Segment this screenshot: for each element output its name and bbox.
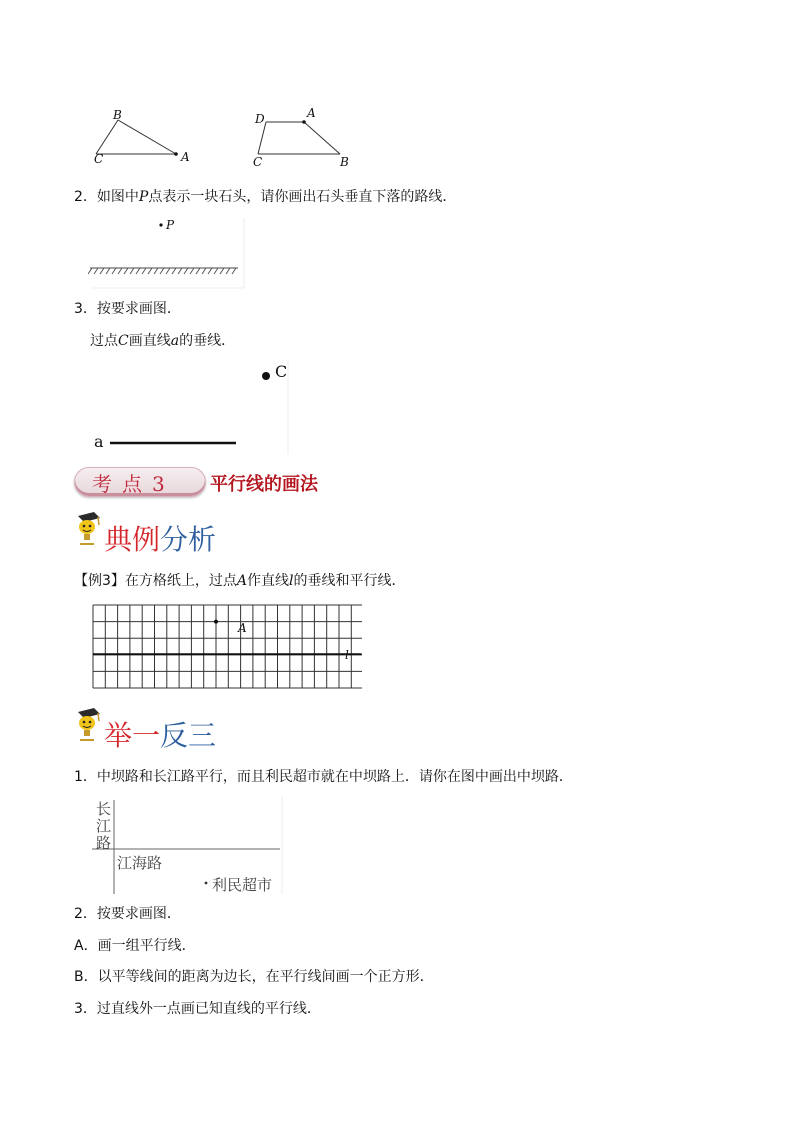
grid-figure [92, 604, 362, 690]
map-label-jianghai: 江海路 [117, 854, 163, 872]
question-3-sub-suffix: 的垂线． [179, 333, 236, 349]
heading-practice [104, 714, 216, 754]
mascot-icon [72, 706, 102, 746]
example-3-prefix: 【例3】在方格纸上，过点 [74, 573, 237, 589]
triangle-label-b: B [113, 108, 122, 122]
practice-2a: A．画一组平行线． [74, 938, 196, 954]
example-3-var-a: A [236, 573, 248, 589]
perpendicular-figure [88, 360, 293, 455]
point-a [214, 620, 218, 624]
example-3-var-l: l [289, 573, 294, 589]
section-title: 平行线的画法 [210, 474, 318, 495]
practice-1: 1．中坝路和长江路平行，而且利民超市就在中坝路上．请你在图中画出中坝路． [74, 769, 573, 785]
practice-2: 2．按要求画图． [74, 906, 181, 922]
map-label-changjiang-3: 路 [96, 834, 112, 852]
trapezoid-label-c: C [253, 155, 263, 169]
heading-example-analysis-part2: 分析 [160, 523, 217, 556]
section-pill-text: 考点3 [92, 472, 175, 496]
perpendicular-label-c: C [275, 362, 288, 381]
mascot-icon [72, 510, 102, 550]
perpendicular-label-a: a [94, 432, 104, 451]
question-3-sub-middle: 画直线 [128, 333, 171, 349]
question-2-suffix: 点表示一块石头，请你画出石头垂直下落的路线． [148, 189, 457, 205]
question-3: 3．按要求画图． [74, 301, 181, 317]
grid-label-l: l [345, 648, 349, 662]
example-3 [74, 572, 406, 590]
question-3-sub-prefix: 过点 [90, 333, 118, 349]
triangle-label-a: A [181, 150, 190, 164]
heading-practice-part2: 反三 [160, 719, 217, 752]
question-3-sub-var-a: a [170, 333, 180, 349]
trapezoid-label-d: D [255, 112, 265, 126]
practice-2b: B．以平等线间的距离为边长，在平行线间画一个正方形． [74, 969, 434, 985]
trapezoid-label-a: A [307, 106, 316, 120]
heading-example-analysis-part1: 典例 [104, 523, 161, 556]
question-2-prefix: 2．如图中 [74, 189, 139, 205]
stone-label-p: P [166, 218, 175, 232]
question-2-var: P [138, 189, 149, 205]
heading-practice-part1: 举一 [104, 719, 161, 752]
question-3-sub-var-c: C [118, 333, 129, 349]
question-2 [74, 188, 456, 206]
heading-example-analysis [104, 518, 216, 558]
map-label-supermarket: 利民超市 [212, 876, 273, 894]
triangle-label-c: C [94, 152, 104, 166]
grid-label-a: A [238, 621, 247, 635]
trapezoid-label-b: B [340, 155, 349, 169]
map-label-changjiang-1: 长 [96, 800, 112, 818]
map-label-changjiang-2: 江 [96, 817, 112, 835]
practice-3: 3．过直线外一点画已知直线的平行线． [74, 1001, 321, 1017]
example-3-suffix: 的垂线和平行线． [293, 573, 406, 589]
question-3-sub [90, 332, 235, 350]
example-3-middle: 作直线 [247, 573, 290, 589]
